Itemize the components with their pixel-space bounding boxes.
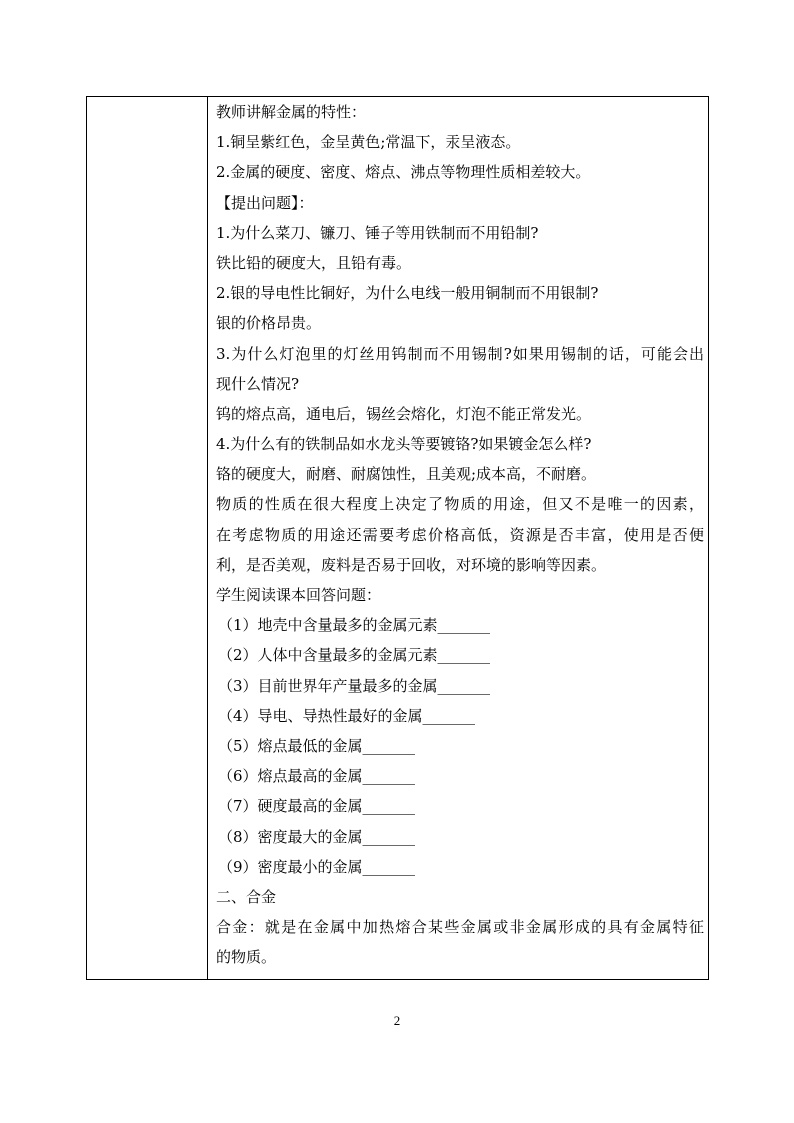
fill-blank-question: （3）目前世界年产量最多的金属_______ (218, 676, 491, 695)
question-line: 2.银的导电性比铜好，为什么电线一般用铜制而不用银制? (216, 284, 599, 303)
question-line: 4.为什么有的铁制品如水龙头等要镀铬?如果镀金怎么样? (216, 435, 592, 454)
fill-blank-question: （5）熔点最低的金属_______ (218, 736, 416, 755)
paragraph-line: 利，是否美观，废料是否易于回收，对环境的影响等因素。 (216, 555, 607, 574)
lesson-table (86, 96, 709, 980)
fill-blank-question: （1）地壳中含量最多的金属元素_______ (218, 616, 491, 635)
fill-blank-question: （7）硬度最高的金属_______ (218, 797, 416, 816)
fill-blank-question: （9）密度最小的金属_______ (218, 857, 416, 876)
answer-line: 铬的硬度大，耐磨、耐腐蚀性，且美观;成本高，不耐磨。 (216, 465, 597, 484)
fill-blank-question: （4）导电、导热性最好的金属_______ (218, 706, 476, 725)
definition-line: 合金：就是在金属中加热熔合某些金属或非金属形成的具有金属特征 (216, 918, 704, 937)
text-line: 2.金属的硬度、密度、熔点、沸点等物理性质相差较大。 (216, 163, 591, 182)
table-left-cell (87, 97, 208, 979)
text-line: 学生阅读课本回答问题： (216, 586, 382, 604)
paragraph-line: 在考虑物质的用途还需要考虑价格高低，资源是否丰富，使用是否便 (216, 525, 704, 544)
paragraph-line: 物质的性质在很大程度上决定了物质的用途，但又不是唯一的因素， (216, 495, 704, 514)
fill-blank-question: （8）密度最大的金属_______ (218, 827, 416, 846)
answer-line: 银的价格昂贵。 (216, 314, 322, 333)
page-number: 2 (393, 1013, 401, 1028)
answer-line: 铁比铅的硬度大，且铅有毒。 (216, 253, 412, 272)
answer-line: 钨的熔点高，通电后，锡丝会熔化，灯泡不能正常发光。 (216, 404, 592, 423)
fill-blank-question: （6）熔点最高的金属_______ (218, 767, 416, 786)
definition-line: 的物质。 (216, 948, 277, 967)
question-line: 1.为什么菜刀、镰刀、锤子等用铁制而不用铅制? (216, 223, 539, 242)
section-heading: 【提出问题】： (216, 193, 314, 212)
table-content-cell (208, 97, 708, 979)
question-line: 现什么情况? (216, 374, 300, 393)
question-line: 3.为什么灯泡里的灯丝用钨制而不用锡制?如果用锡制的话，可能会出 (216, 344, 704, 363)
text-line: 教师讲解金属的特性： (216, 103, 367, 121)
fill-blank-question: （2）人体中含量最多的金属元素_______ (218, 646, 491, 665)
section-heading: 二、合金 (216, 887, 277, 906)
text-line: 1.铜呈紫红色，金呈黄色;常温下，汞呈液态。 (216, 133, 521, 152)
